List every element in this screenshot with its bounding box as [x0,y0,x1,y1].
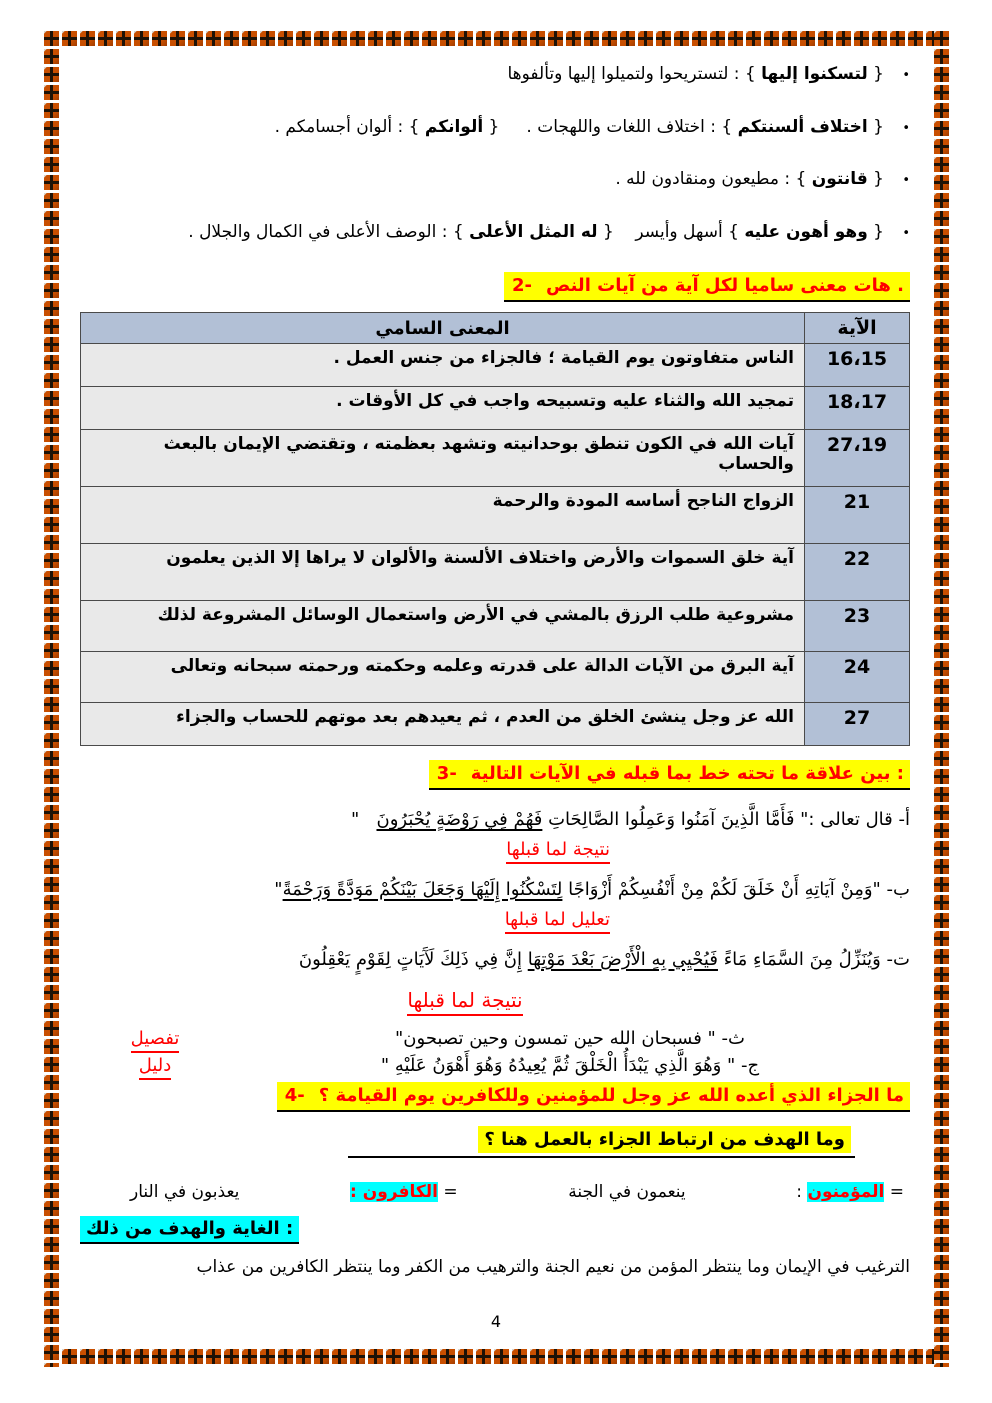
vocab-bullet-item [80,167,910,193]
text-run: } : ألوان أجسامكم . [274,116,425,137]
relation-answer-text: دليل [139,1055,172,1080]
relation-answer-text: تعليل لما قبلها [505,909,610,934]
meaning-cell: آية خلق السموات والأرض واختلاف الألسنة والألوان لا يراها إلا الذين يعلمون [81,544,805,601]
verse-number: 22 [843,548,871,570]
table-row [81,487,910,544]
meaning-cell: آيات الله في الكون تنطق بوحدانيته وتشهد بعظمته ، وتقتضي الإيمان بالبعث والحساب [81,430,805,487]
section4-heading-row [80,1082,910,1112]
section2-title: هات معنى ساميا لكل آية من آيات النص . [546,275,904,296]
border-gift-box-icons-top [44,31,952,49]
relation-answer [80,909,610,930]
page-number: 4 [490,1312,502,1331]
reward-answer-row [130,1182,904,1202]
vocab-bullet-item [80,115,910,141]
text-run: } : مطيعون ومنقادون لله . [615,169,812,189]
text-run: } أسهل وأيسر [613,221,745,242]
disbelievers-label: الكافرون : [350,1182,438,1203]
believers-label: المؤمنون [807,1182,885,1203]
worksheet-page [80,62,910,1343]
text-run: { [867,169,884,189]
relation-answer [80,988,850,1012]
bullet-icon: • [902,68,910,83]
section3-heading-row [80,760,910,790]
section2-heading [504,272,910,302]
vocab-bullet-list [80,62,910,245]
border-gift-box-icons-right [934,31,952,1367]
verse-number: 16،15 [826,348,888,370]
section3-number: 3- [436,763,457,784]
verse-meanings-table [80,312,910,746]
vocab-term: اختلاف ألسنتكم [737,116,868,137]
verse-number: 18،17 [826,391,888,413]
vocab-term: وهو أهون عليه [744,221,868,242]
believers-pair [796,1182,904,1202]
table-row [81,430,910,487]
vocab-bullet-item [80,62,910,88]
quran-quote [80,876,910,905]
verse-number-cell [805,652,910,703]
verse-number: 27 [843,707,871,729]
vocab-definition [508,62,885,88]
meaning-cell: تمجيد الله والثناء عليه وتسبيحه واجب في كل الأوقات . [81,387,805,430]
border-gift-box-icons-bottom [44,1349,952,1367]
meaning-cell: مشروعية طلب الرزق بالمشي في الأرض واستعمال الوسائل المشروعة لذلك [81,601,805,652]
verse-number: 24 [843,656,871,678]
text-run: أ- قال تعالى :" فَأَمَّا الَّذِينَ آمَنُوا وَعَمِلُوا الصَّالِحَاتِ [542,809,910,830]
quran-quote [230,1055,910,1076]
text-run: } : الوصف الأعلى في الكمال والجلال . [188,221,470,242]
text-run: { [867,116,884,137]
bullet-icon: • [902,173,910,188]
text-run: { [867,221,884,242]
text-run: { [867,64,884,84]
colon: : [796,1182,803,1203]
section2-heading-row [80,272,910,302]
relation-answer-text: نتيجة لما قبلها [506,839,610,864]
vocab-term: له المثل الأعلى [469,221,598,242]
text-run: } : اختلاف اللغات واللهجات . [499,116,738,137]
text-run: " [351,809,377,830]
section4-subtitle-underline [348,1126,855,1158]
underlined-phrase: فَهُمْ فِي رَوْضَةٍ يُحْبَرُونَ [376,809,543,830]
table-row [81,344,910,387]
disbelievers-result: يعذبون في النار [130,1182,240,1203]
relation-answer-text: تفصيل [131,1028,180,1053]
text-run: { [597,221,614,242]
vocab-term: ألوانكم [424,116,484,137]
disbelievers-pair [350,1182,458,1202]
meaning-cell: آية البرق من الآيات الدالة على قدرته وعلمه وحكمته ورحمته سبحانه وتعالى [81,652,805,703]
section4-number: 4- [284,1085,305,1107]
text-run: إِنَّ فِي ذَلِكَ لَآَيَاتٍ لِقَوْمٍ يَعْقِلُونَ [298,948,528,970]
verse-number-cell [805,544,910,601]
vocab-definition [188,220,884,246]
section3-title: بين علاقة ما تحته خط بما قبله في الآيات التالية : [470,763,904,784]
table-header-row [81,313,910,344]
table-row [81,387,910,430]
vocab-definition [615,167,884,193]
text-run: ت- وَيُنَزِّلُ مِنَ السَّمَاءِ مَاءً [717,948,910,970]
verse-number: 27،19 [826,434,888,456]
equals-sign: = [443,1182,458,1203]
meaning-column-header: المعنى السامي [81,313,805,344]
equals-sign: = [889,1182,904,1203]
vocab-term: لتسكنوا إليها [761,64,868,84]
quran-quote [230,1028,910,1049]
meaning-cell: الناس متفاوتون يوم القيامة ؛ فالجزاء من جنس العمل . [81,344,805,387]
verse-number-cell [805,430,910,487]
believers-result: ينعمون في الجنة [568,1182,686,1203]
verse-number: 23 [843,605,871,627]
text-run: ث- " فسبحان الله حين تمسون وحين تصبحون" [395,1028,745,1050]
meaning-cell: الزواج الناجح أساسه المودة والرحمة [81,487,805,544]
table-row [81,703,910,746]
verse-column-header: الآية [805,313,910,344]
table-row [81,544,910,601]
border-gift-box-icons-left [44,31,62,1367]
text-run: } : لتستريحوا ولتميلوا إليها وتألفوها [507,64,762,84]
verse-number-cell [805,487,910,544]
quran-quote [80,946,910,975]
verse-number-cell [805,703,910,746]
section3-quotes [80,806,910,1076]
text-run: { [483,116,500,137]
quran-quote [80,806,910,835]
verse-number-cell [805,601,910,652]
section2-number: 2- [512,275,533,296]
verse-number-cell [805,344,910,387]
bullet-icon: • [902,120,910,136]
section4-heading [277,1082,910,1112]
section4-subtitle: وما الهدف من ارتباط الجزاء بالعمل هنا ؟ [478,1126,851,1153]
section4-subtitle-row [80,1126,855,1158]
meaning-cell: الله عز وجل ينشئ الخلق من العدم ، ثم يعيدهم بعد موتهم للحساب والجزاء [81,703,805,746]
text-run: ب- "وَمِنْ آيَاتِهِ أَنْ خَلَقَ لَكُمْ مِنْ أَنْفُسِكُمْ أَزْوَاجًا [562,878,910,900]
quote-with-side-answer [80,1028,910,1049]
goal-label-row [80,1216,910,1244]
text-run: " [274,878,283,900]
table-row [81,652,910,703]
underlined-phrase: لِتَسْكُنُوا إِلَيْهَا وَجَعَلَ بَيْنَكُمْ مَوَدَّةً وَرَحْمَةً [282,878,563,900]
relation-answer [80,1055,230,1076]
goal-text: الترغيب في الإيمان وما ينتظر المؤمن من نعيم الجنة والترهيب من الكفر وما ينتظر الكافرين من عذاب [196,1257,910,1278]
relation-answer [80,839,610,860]
section4-title: ما الجزاء الذي أعده الله عز وجل للمؤمنين وللكافرين يوم القيامة ؟ [318,1085,904,1107]
text-run: ج- " وَهُوَ الَّذِي يَبْدَأُ الْخَلْقَ ثُمَّ يُعِيدُهُ وَهُوَ أَهْوَنُ عَلَيْهِ " [380,1055,760,1077]
relation-answer [80,1028,230,1049]
goal-label: الغاية والهدف من ذلك : [80,1216,299,1244]
vocab-bullet-item [80,220,910,246]
vocab-term: قانتون [811,169,868,189]
verse-number: 21 [843,491,871,513]
verse-number-cell [805,387,910,430]
relation-answer-text: نتيجة لما قبلها [407,988,522,1016]
quote-with-side-answer [80,1055,910,1076]
table-row [81,601,910,652]
section3-heading [429,760,910,790]
bullet-icon: • [902,225,910,241]
vocab-definition [275,115,884,141]
underlined-phrase: فَيُحْيِي بِهِ الْأَرْضَ بَعْدَ مَوْتِهَا [527,948,718,970]
